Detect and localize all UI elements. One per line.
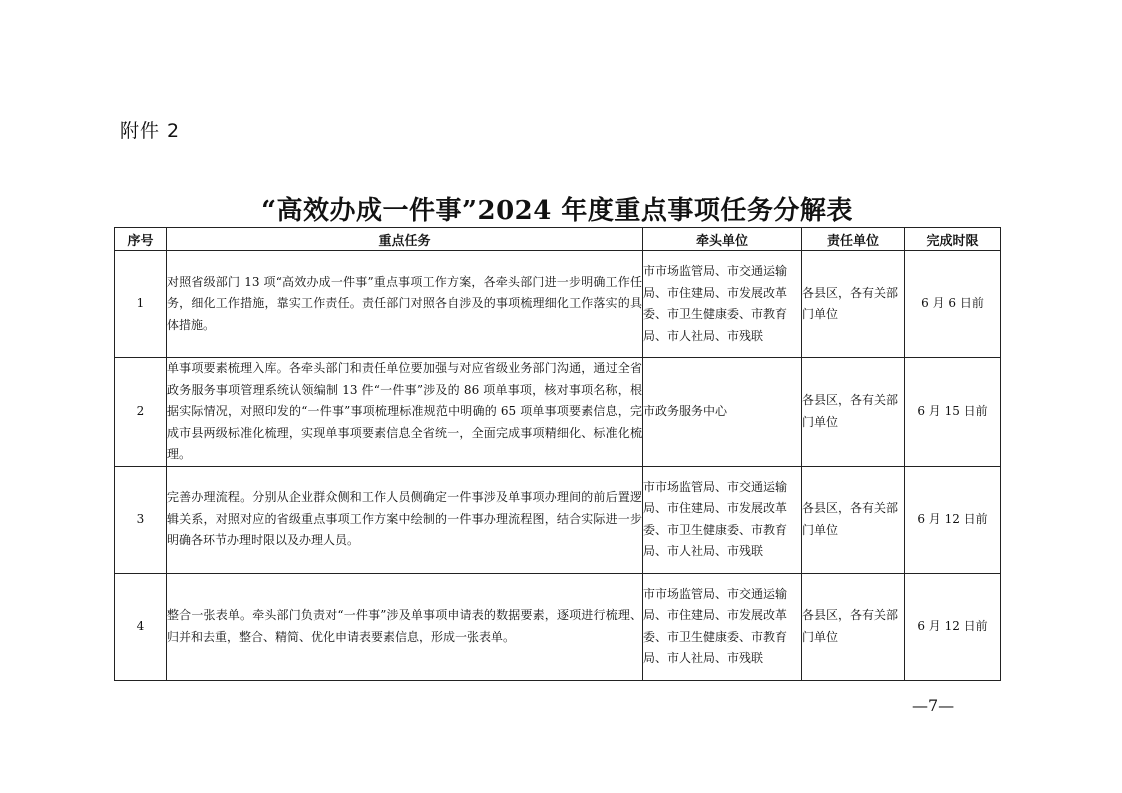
row-responsible-unit: 各县区，各有关部门单位 (802, 573, 905, 680)
row-deadline: 6 月 12 日前 (905, 573, 1001, 680)
table-header-row (115, 228, 1001, 251)
row-lead-unit: 市市场监管局、市交通运输局、市住建局、市发展改革委、市卫生健康委、市教育局、市人社局、市残联 (643, 251, 802, 358)
header-task: 重点任务 (167, 228, 643, 251)
row-lead-unit: 市市场监管局、市交通运输局、市住建局、市发展改革委、市卫生健康委、市教育局、市人社局、市残联 (643, 466, 802, 573)
row-lead-unit: 市政务服务中心 (643, 358, 802, 467)
table-row (115, 251, 1001, 358)
table-row (115, 466, 1001, 573)
row-task: 对照省级部门 13 项“高效办成一件事”重点事项工作方案，各牵头部门进一步明确工作任务，细化工作措施，靠实工作责任。责任部门对照各自涉及的事项梳理细化工作落实的具体措施。 (167, 251, 643, 358)
row-deadline: 6 月 15 日前 (905, 358, 1001, 467)
header-deadline: 完成时限 (905, 228, 1001, 251)
row-index: 3 (115, 466, 167, 573)
table-row (115, 573, 1001, 680)
row-deadline: 6 月 12 日前 (905, 466, 1001, 573)
header-lead-unit: 牵头单位 (643, 228, 802, 251)
row-index: 2 (115, 358, 167, 467)
task-table (114, 227, 1001, 681)
attachment-label: 附件 2 (120, 120, 181, 142)
document-title: “高效办成一件事”2024 年度重点事项任务分解表 (261, 196, 853, 226)
row-deadline: 6 月 6 日前 (905, 251, 1001, 358)
row-task: 完善办理流程。分别从企业群众侧和工作人员侧确定一件事涉及单事项办理间的前后置逻辑关系，对照对应的省级重点事项工作方案中绘制的一件事办理流程图，结合实际进一步明确各环节办理时限以及办理人员。 (167, 466, 643, 573)
table-row (115, 358, 1001, 467)
row-lead-unit: 市市场监管局、市交通运输局、市住建局、市发展改革委、市卫生健康委、市教育局、市人社局、市残联 (643, 573, 802, 680)
row-index: 4 (115, 573, 167, 680)
row-responsible-unit: 各县区，各有关部门单位 (802, 466, 905, 573)
row-responsible-unit: 各县区，各有关部门单位 (802, 358, 905, 467)
header-index: 序号 (115, 228, 167, 251)
row-task: 单事项要素梳理入库。各牵头部门和责任单位要加强与对应省级业务部门沟通，通过全省政务服务事项管理系统认领编制 13 件“一件事”涉及的 86 项单事项，核对事项名称，根据实际情况，对照印发的“一件事”事项梳理标准规范中明确的 65 项单事项要素信息，完成市县两级标准化梳理，实现单事项要素信息全省统一，全面完成事项精细化、标准化梳理。 (167, 358, 643, 467)
page-number: —7— (912, 696, 955, 715)
row-index: 1 (115, 251, 167, 358)
row-responsible-unit: 各县区，各有关部门单位 (802, 251, 905, 358)
row-task: 整合一张表单。牵头部门负责对“一件事”涉及单事项申请表的数据要素，逐项进行梳理、归并和去重，整合、精简、优化申请表要素信息，形成一张表单。 (167, 573, 643, 680)
header-responsible-unit: 责任单位 (802, 228, 905, 251)
